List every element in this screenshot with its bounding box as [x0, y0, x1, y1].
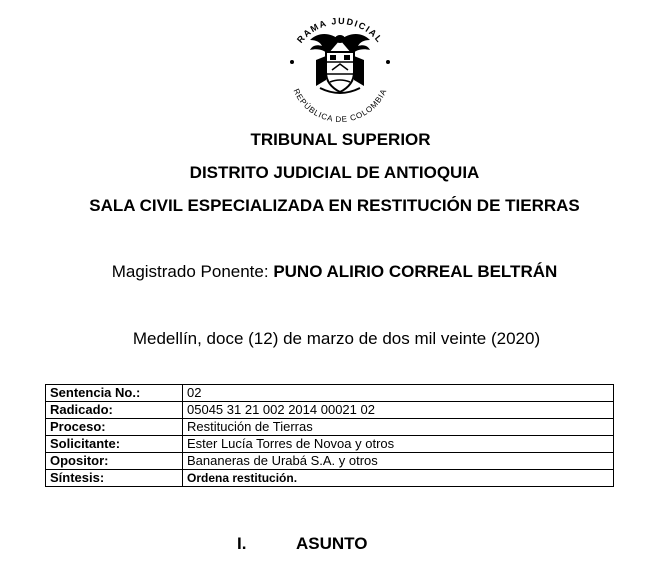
judicial-district-title: DISTRITO JUDICIAL DE ANTIOQUIA: [189, 163, 480, 182]
court-name-title: TRIBUNAL SUPERIOR: [250, 130, 431, 149]
magistrado-label: Magistrado Ponente:: [111, 262, 274, 281]
magistrado-name: PUNO ALIRIO CORREAL BELTRÁN: [273, 262, 558, 281]
condor-emblem-icon: [310, 34, 370, 93]
row-value: 05045 31 21 002 2014 00021 02: [183, 402, 614, 419]
chamber-title: SALA CIVIL ESPECIALIZADA EN RESTITUCIÓN DE TIERRAS: [89, 196, 580, 215]
row-value: Ester Lucía Torres de Novoa y otros: [183, 436, 614, 453]
case-info-table: [45, 384, 614, 487]
row-value: Restitución de Tierras: [183, 419, 614, 436]
row-label: Solicitante:: [46, 436, 183, 453]
seal-bottom-text: REPÚBLICA DE COLOMBIA: [291, 87, 389, 125]
row-value: 02: [183, 385, 614, 402]
table-row: [46, 419, 614, 436]
section-number: I.: [237, 534, 247, 553]
section-title: ASUNTO: [296, 534, 368, 553]
row-label: Síntesis:: [46, 470, 183, 487]
row-value: Bananeras de Urabá S.A. y otros: [183, 453, 614, 470]
row-value: Ordena restitución.: [183, 470, 614, 487]
rama-judicial-seal: [272, 6, 408, 134]
row-label: Sentencia No.:: [46, 385, 183, 402]
row-label: Opositor:: [46, 453, 183, 470]
table-row: [46, 402, 614, 419]
magistrado-line: [0, 262, 669, 282]
table-row: [46, 453, 614, 470]
table-row: [46, 385, 614, 402]
table-row: [46, 470, 614, 487]
date-line: Medellín, doce (12) de marzo de dos mil veinte (2020): [132, 329, 541, 348]
seal-top-text: RAMA JUDICIAL: [295, 15, 386, 45]
row-label: Proceso:: [46, 419, 183, 436]
table-row: [46, 436, 614, 453]
row-label: Radicado:: [46, 402, 183, 419]
